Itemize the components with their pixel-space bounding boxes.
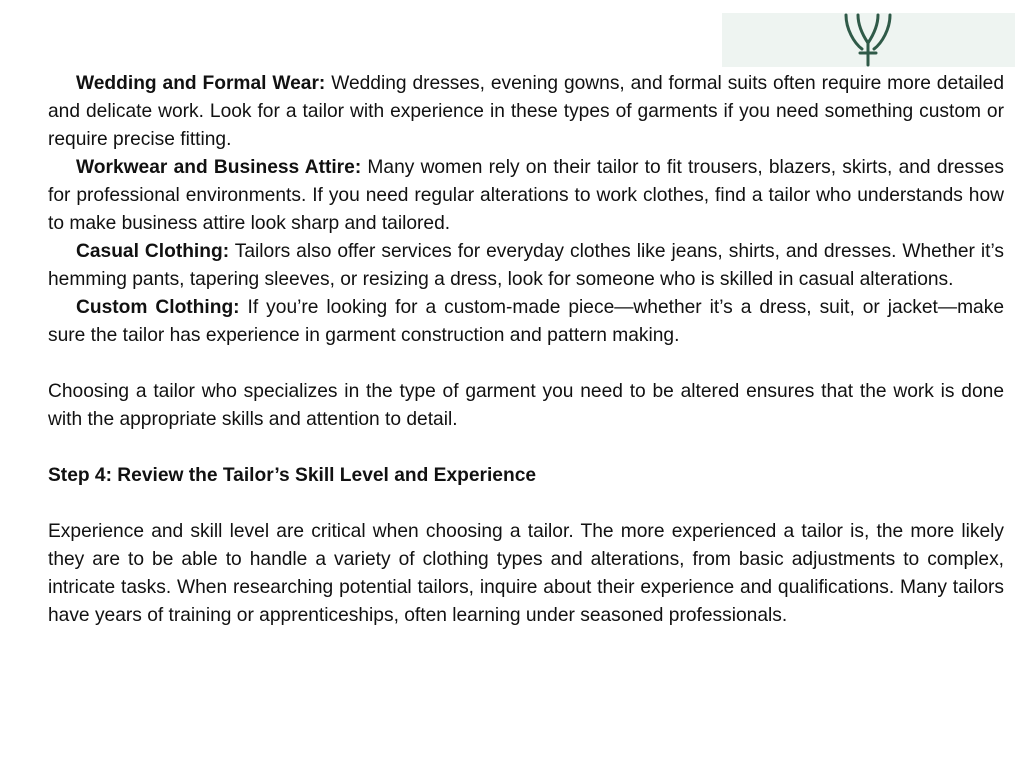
- list-item-workwear: [48, 154, 1004, 238]
- item-text: Tailors also offer services for everyday clothes like jeans, shirts, and dresses. Whether it’s hemming pants, tapering sleeves, or resizing a dress, look for someone who is skilled in casual alterations.: [48, 241, 1004, 290]
- item-term: Casual Clothing:: [76, 241, 230, 262]
- item-term: Wedding and Formal Wear:: [76, 73, 326, 94]
- body-paragraph: Experience and skill level are critical when choosing a tailor. The more experienced a tailor is, the more likely they are to be able to handle a variety of clothing types and alterations, from basic adjustments to complex, intricate tasks. When researching potential tailors, inquire about their experience and qualifications. Many tailors have years of training or apprenticeships, often learning under seasoned professionals.: [48, 521, 1004, 626]
- item-term: Workwear and Business Attire:: [76, 157, 362, 178]
- item-text: Many women rely on their tailor to fit trousers, blazers, skirts, and dresses for professional environments. If you need regular alterations to work clothes, find a tailor who understands how to make business attire look sharp and tailored.: [48, 157, 1005, 234]
- section-heading: Step 4: Review the Tailor’s Skill Level and Experience: [48, 465, 537, 486]
- item-text: If you’re looking for a custom-made piece—whether it’s a dress, suit, or jacket—make sure the tailor has experience in garment construction and pattern making.: [48, 297, 1004, 346]
- list-item-custom: [48, 294, 1004, 350]
- item-term: Custom Clothing:: [76, 297, 240, 318]
- logo-banner: [722, 13, 1015, 67]
- trident-w-logo-icon: [840, 13, 896, 67]
- document-body: [48, 70, 1004, 630]
- list-item-wedding: [48, 70, 1004, 154]
- list-item-casual: [48, 238, 1004, 294]
- summary-paragraph: Choosing a tailor who specializes in the type of garment you need to be altered ensures that the work is done with the appropriate skills and attention to detail.: [48, 381, 1004, 430]
- item-text: Wedding dresses, evening gowns, and formal suits often require more detailed and delicate work. Look for a tailor with experience in these types of garments if you need something custom or require precise fitting.: [48, 73, 1004, 150]
